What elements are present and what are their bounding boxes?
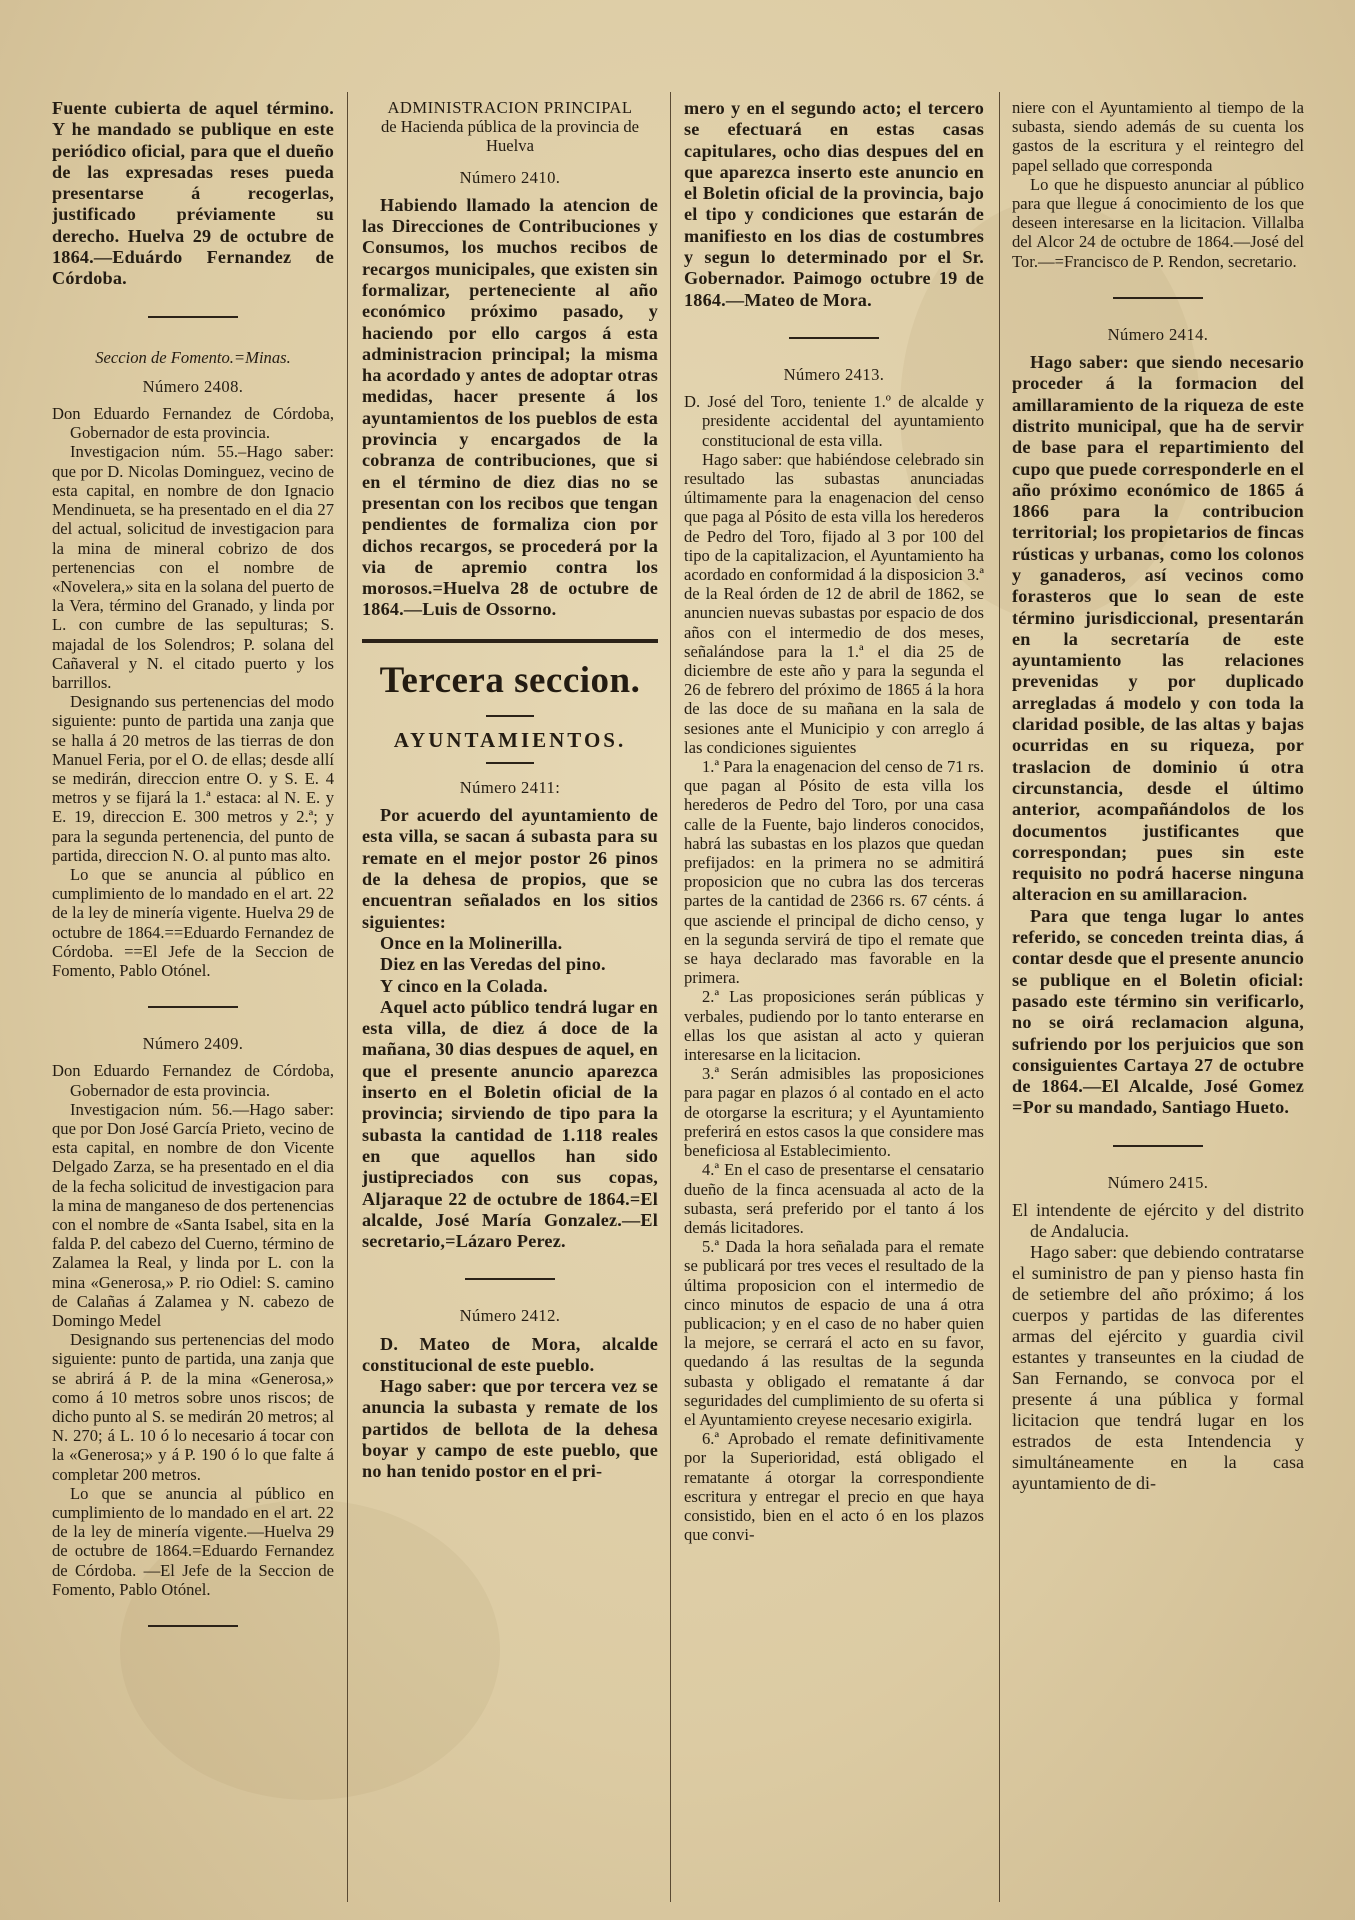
separator [1113, 297, 1203, 299]
notice-number: Número 2412. [459, 1306, 561, 1326]
notice-paragraph: Hago saber: que debiendo contratarse el suministro de pan y pienso hasta fin de setiembre del año próximo; á los cuerpos y partidas de las diferentes armas del ejército y guardia civil estantes y transeuntes en la ciudad de San Fernando, se convoca por el presente á una pública y formal licitacion que tendrá lugar en los estrados de esta Intendencia y simultáneamente en la casa ayuntamiento de di- [1012, 1241, 1304, 1493]
condition-paragraph: 1.ª Para la enagenacion del censo de 71 rs. que pagan al Pósito de esta villa los herederos de Pedro del Toro, por una casa calle de la Fuente, bajo linderos conocidos, habrá las subastas en los plazos que quedan prefijados: en la primera no se admitirá proposicion que no cubra las dos terceras partes de la cantidad de 2366 rs. 67 cénts. á que asciende el principal de dicho censo, y en la segunda servirá de tipo el remate que se haya declarado mas favorable en la primera. [684, 757, 984, 988]
separator [148, 316, 238, 318]
notice-header: Don Eduardo Fernandez de Córdoba, Gobernador de esta provincia. [52, 404, 334, 443]
section-subtitle: AYUNTAMIENTOS. [393, 727, 627, 752]
section-title: Tercera seccion. [379, 659, 641, 701]
admin-subtitle: de Hacienda pública de la provincia de Huelva [380, 117, 639, 156]
condition-paragraph: 4.ª En el caso de presentarse el censatario dueño de la finca acensuada al acto de la subasta, será preferido por el tanto á los demás licitadores. [684, 1160, 984, 1237]
condition-paragraph: 5.ª Dada la hora señalada para el remate se publicará por tres veces el resultado de la última proposicion con el intermedio de cinco minutos de espacio de una á otra publicacion; y en el caso de no haber quien la mejore, se cerrará el acto en su favor, quedando á las resultas de la segunda subasta y obligado el rematante á dar seguridades del cumplimiento de su oferta si el Ayuntamiento creyese necesario exigirla. [684, 1237, 984, 1429]
notice-paragraph: Investigacion núm. 56.—Hago saber: que por Don José García Prieto, vecino de esta capital, en nombre de don Vicente Delgado Zarza, se ha presentado en el dia de la fecha solicitud de investigacion para la mina de manganeso de dos pertenencias con el nombre de «Santa Isabel, sita en la falda P. del cabezo del Cuerno, término de Zalamea la Real, y linda por L. con la mina «Generosa,» P. rio Odiel: S. camino de Calañas á Zalamea y N. cabezo de Domingo Medel [52, 1099, 334, 1331]
notice-header: D. Mateo de Mora, alcalde constitucional de este pueblo. [362, 1333, 658, 1375]
notice-header: D. José del Toro, teniente 1.º de alcalde y presidente accidental del ayuntamiento constitucional de esta villa. [684, 392, 984, 450]
column-2 [362, 98, 658, 1898]
list-line: Diez en las Veredas del pino. [380, 954, 606, 975]
list-line: Once en la Molinerilla. [380, 932, 563, 953]
notice-number: Número 2408. [142, 376, 244, 396]
notice-paragraph: Aquel acto público tendrá lugar en esta villa, de diez á doce de la mañana, 30 dias despues de aquel, en que el presente anuncio aparezca inserto en el Boletin oficial de la provincia; sirviendo de tipo para la subasta la cantidad de 1.118 reales en que aquellos han sido justipreciados con sus copas, Aljaraque 22 de octubre de 1864.=El alcalde, José María Gonzalez.—El secretario,=Lázaro Perez. [362, 996, 658, 1252]
column-1 [52, 98, 334, 1898]
notice-number: Número 2414. [1107, 324, 1209, 344]
notice-paragraph: Hago saber: que siendo necesario proceder á la formacion del amillaramiento de la riqueza de este distrito municipal, que ha de servir de base para el repartimiento del cupo que puede corresponderle en el año próximo económico de 1865 á 1866 para la contribucion territorial; los propietarios de fincas rústicas y urbanas, como los colonos y ganaderos, así vecinos como forasteros que lo sean de este término jurisdiccional, presentarán en la secretaría de este ayuntamiento las relaciones prevenidas y por duplicado arregladas á modelo y con toda la claridad posible, de las altas y bajas ocurridas en su riqueza, por traslacion de dominio ú otra circunstancia, desde el último anterior, acompañándolos de los documentos justificantes que correspondan; pues sin este requisito no podrá hacerse ninguna alteracion en su amillaracion. [1012, 352, 1304, 905]
column-4 [1012, 98, 1304, 1898]
separator [465, 1278, 555, 1280]
notice-number: Número 2413. [783, 364, 885, 384]
column-rule [670, 92, 671, 1902]
notice-paragraph: Hago saber: que por tercera vez se anuncia la subasta y remate de los partidos de bellota de la dehesa boyar y campo de este pueblo, que no han tenido postor en el pri- [362, 1376, 658, 1482]
condition-paragraph: 3.ª Serán admisibles las proposiciones para pagar en plazos ó al contado en el acto de otorgarse la escritura; y el Ayuntamiento preferirá en estos casos la que considere mas beneficiosa al Establecimiento. [684, 1064, 984, 1161]
separator [1113, 1145, 1203, 1147]
notice-number: Número 2411: [459, 777, 561, 797]
separator [148, 1625, 238, 1627]
notice-paragraph: Hago saber: que habiéndose celebrado sin resultado las subastas anunciadas últimamente para la enagenacion del censo que paga al Pósito de esta villa los herederos de Pedro del Toro, fijado al 3 por 100 del tipo de la capitalizacion, el Ayuntamiento ha acordado en conformidad á la disposicion 3.ª de la Real órden de 12 de abril de 1862, se anuncien nuevas subastas por espacio de dos años con el intermedio de dos meses, señalándose para la 1.ª el dia 25 de diciembre de este año y para la segunda el 26 de febrero del próximo de 1865 á la hora de las doce de su mañana en la sala de sesiones ante el Municipio y con arreglo á las condiciones siguientes [684, 449, 984, 757]
list-line: Y cinco en la Colada. [380, 975, 548, 996]
continued-notice: niere con el Ayuntamiento al tiempo de la subasta, siendo además de su cuenta los gastos de la escritura y el reintegro del papel sellado que corresponda [1012, 98, 1304, 175]
column-3 [684, 98, 984, 1898]
separator [486, 762, 534, 764]
separator [486, 715, 534, 717]
notice-paragraph: Designando sus pertenencias del modo siguiente: punto de partida una zanja que se halla á 20 metros de las tierras de don Manuel Feria, por el O. de ellas; desde allí se medirán, direccion entre O. y S. E. 4 metros y se fijará la 1.ª estaca: al N. E. y E. 19, direccion E. 300 metros y 2.ª; y para la segunda pertenencia, del punto de partida, direccion N. O. al punto mas alto. [52, 692, 334, 865]
condition-paragraph: 2.ª Las proposiciones serán públicas y verbales, pudiendo por lo tanto enterarse en ellas los que asistan al acto y quieran interesarse en la licitacion. [684, 987, 984, 1065]
notice-paragraph: Por acuerdo del ayuntamiento de esta villa, se sacan á subasta para su remate en el mejor postor 26 pinos de la dehesa de propios, que se encuentran señalados en los sitios siguientes: [362, 805, 658, 932]
notice-paragraph: Para que tenga lugar lo antes referido, se conceden treinta dias, á contar desde que el presente anuncio se publique en el Boletin oficial: pasado este término sin verificarlo, no se oirá reclamacion alguna, sufriendo por los perjuicios que son consiguientes Cartaya 27 de octubre de 1864.—El Alcalde, José Gomez =Por su mandado, Santiago Hueto. [1012, 905, 1304, 1118]
section-rule [362, 639, 658, 643]
section-heading: Seccion de Fomento.=Minas. [95, 347, 291, 367]
condition-paragraph: 6.ª Aprobado el remate definitivamente por la Superioridad, está obligado el rematante á otorgar la correspondiente escritura y entregar el precio en que haya consistido, bien en el acto ó en los plazos que convi- [684, 1429, 984, 1545]
notice-paragraph: Designando sus pertenencias del modo siguiente: punto de partida, una zanja que se abrirá á P. de la mina «Generosa,» como á 10 metros sobre unos riscos; de dicho punto al S. se medirán 20 metros; al N. 270; á L. 10 ó lo necesario á tocar con la «Generosa;» y á P. 190 ó lo que falte á completar 200 metros. [52, 1330, 334, 1484]
notice-number: Número 2410. [459, 167, 561, 187]
notice-paragraph: Lo que se anuncia al público en cumplimiento de lo mandado en el art. 22 de la ley de minería vigente.—Huelva 29 de octubre de 1864.=Eduardo Fernandez de Córdoba. —El Jefe de la Seccion de Fomento, Pablo Otónel. [52, 1483, 334, 1599]
notice-number: Número 2409. [142, 1034, 244, 1054]
separator [789, 337, 879, 339]
continued-notice: Fuente cubierta de aquel término. Y he mandado se publique en este periódico oficial, para que el dueño de las expresadas reses pueda presentarse á recogerlas, justificado préviamente su derecho. Huelva 29 de octubre de 1864.—Eduárdo Fernandez de Córdoba. [52, 98, 334, 289]
notice-paragraph: Lo que he dispuesto anunciar al público para que llegue á conocimiento de los que deseen interesarse en la licitacion. Villalba del Alcor 24 de octubre de 1864.—José del Tor.—=Francisco de P. Rendon, secretario. [1012, 174, 1304, 271]
notice-paragraph: Lo que se anuncia al público en cumplimiento de lo mandado en el art. 22 de la ley de minería vigente. Huelva 29 de octubre de 1864.==Eduardo Fernandez de Córdoba. ==El Jefe de la Seccion de Fomento, Pablo Otónel. [52, 864, 334, 980]
notice-header: Don Eduardo Fernandez de Córdoba, Gobernador de esta provincia. [52, 1061, 334, 1100]
column-rule [347, 92, 348, 1902]
notice-header: El intendente de ejército y del distrito de Andalucia. [1012, 1199, 1304, 1241]
notice-number: Número 2415. [1107, 1172, 1209, 1192]
separator [148, 1006, 238, 1008]
column-rule [999, 92, 1000, 1902]
continued-notice: mero y en el segundo acto; el tercero se efectuará en estas casas capitulares, ocho dias despues del en que aparezca inserto este anuncio en el Boletin oficial de la provincia, bajo el tipo y condiciones que estarán de manifiesto en los dias de costumbres y segun lo determinado por el Sr. Gobernador. Paimogo octubre 19 de 1864.—Mateo de Mora. [684, 98, 984, 310]
notice-paragraph: Habiendo llamado la atencion de las Direcciones de Contribuciones y Consumos, los muchos recibos de recargos municipales, que existen sin formalizar, perteneciente al año económico próximo pasado, y haciendo por ello cargos á esta administracion principal; la misma ha acordado y antes de adoptar otras medidas, hacer presente á los ayuntamientos de los pueblos de esta provincia y encargados de la cobranza de contribuciones, que si en el término de diez dias no se presentan con los recibos que tengan pendientes de formaliza cion por dichos recargos, se procederá por la via de apremio contra los morosos.=Huelva 28 de octubre de 1864.—Luis de Ossorno. [362, 194, 658, 620]
admin-title: ADMINISTRACION PRINCIPAL [387, 98, 633, 117]
notice-paragraph: Investigacion núm. 55.–Hago saber: que por D. Nicolas Dominguez, vecino de esta capital, en nombre de don Ignacio Mendinueta, se ha presentado en el dia 27 del actual, solicitud de investigacion para la mina de mineral cobrizo de dos pertenencias con el nombre de «Novelera,» sita en la solana del puerto de la Vera, término del Granado, y linda por L. con cumbre de las sepulturas; S. majadal de los Solendros; P. solana del Cañaveral y N. el citado puerto y los barrillos. [52, 442, 334, 692]
